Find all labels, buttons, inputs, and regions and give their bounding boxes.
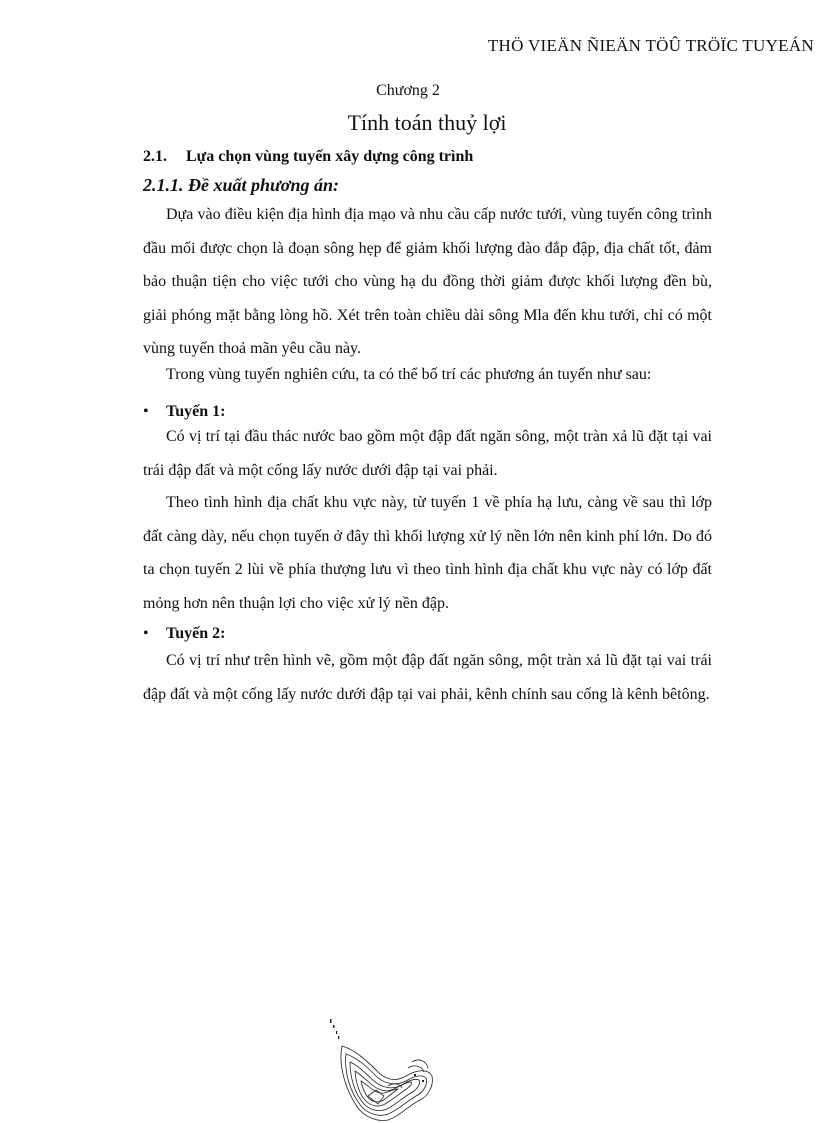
option-1-geology-paragraph: Theo tình hình địa chất khu vực này, từ tuyến 1 về phía hạ lưu, càng về sau thì lớp đất càng dày, nếu chọn tuyến ở đây thì khối lượng xử lý nền lớn nên kinh phí lớn. Do đó ta chọn tuyến 2 lùi về phía thượng lưu vì theo tình hình địa chất khu vực này có lớp đất mỏng hơn nên thuận lợi cho việc xử lý nền đập. (143, 494, 712, 612)
option-2-title: Tuyến 2: (166, 625, 226, 642)
chapter-title: Tính toán thuỷ lợi (347, 110, 507, 135)
option-2-heading (143, 625, 225, 643)
intro-paragraph: Dựa vào điều kiện địa hình địa mạo và nhu cầu cấp nước tưới, vùng tuyến công trình đầu mối được chọn là đoạn sông hẹp để giảm khối lượng đào đắp đập, địa chất tốt, đảm bảo thuận tiện cho việc tưới cho vùng hạ du đồng thời giảm được khối lượng đền bù, giải phóng mặt bằng lòng hồ. Xét trên toàn chiều dài sông Mla đến khu tưới, chỉ có một vùng tuyến thoả mãn yêu cầu này. (143, 206, 712, 357)
subsection-heading: 2.1.1. Đề xuất phương án: (143, 175, 339, 195)
option-1-title: Tuyến 1: (166, 403, 226, 420)
section-title: Lựa chọn vùng tuyến xây dựng công trình (186, 148, 474, 165)
options-intro-paragraph: Trong vùng tuyến nghiên cứu, ta có thể bố trí các phương án tuyến như sau: (166, 366, 652, 383)
option-1-paragraph: Có vị trí tại đầu thác nước bao gồm một đập đất ngăn sông, một tràn xả lũ đặt tại vai trái đập đất và một cống lấy nước dưới đập tại vai phải. (143, 428, 712, 479)
section-number: 2.1. (143, 148, 167, 165)
bullet-icon: • (143, 403, 149, 420)
contour-map-figure (328, 1016, 440, 1123)
site-watermark: THÖ VIEÄN ÑIEÄN TÖÛ TRÖÏC TUYEÁN (487, 36, 814, 55)
bullet-icon: • (143, 625, 149, 642)
option-1-heading (143, 403, 225, 421)
option-2-paragraph: Có vị trí như trên hình vẽ, gồm một đập đất ngăn sông, một tràn xả lũ đặt tại vai trái đập đất và một cống lấy nước dưới đập tại vai phải, kênh chính sau cống là kênh bêtông. (143, 652, 712, 703)
chapter-label: Chương 2 (376, 82, 440, 99)
section-heading (143, 148, 473, 166)
